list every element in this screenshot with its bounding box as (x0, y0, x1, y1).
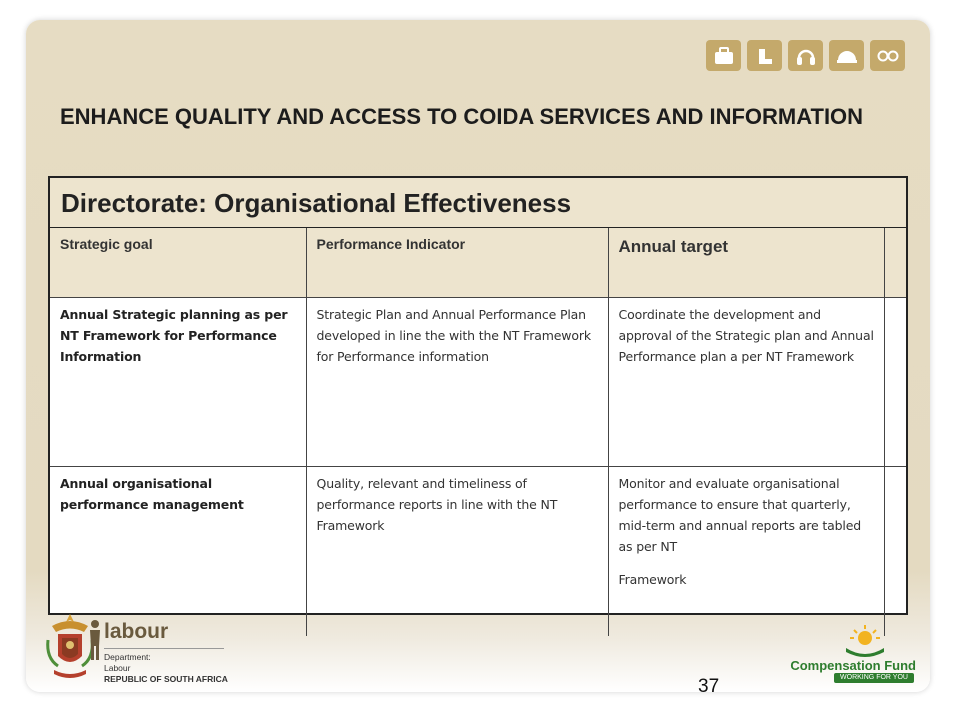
performance-indicator-cell: Strategic Plan and Annual Performance Plan developed in line the with the NT Framework for Performance information (306, 298, 608, 467)
directorate-panel (48, 176, 908, 615)
annual-target-continuation: Framework (618, 572, 687, 587)
department-of-labour-logo (42, 612, 228, 687)
briefcase-icon (706, 40, 741, 71)
table-row (50, 298, 906, 467)
fund-name: Compensation Fund (790, 658, 916, 673)
safety-icon-strip (706, 40, 905, 71)
hard-hat-icon (747, 40, 782, 71)
column-header-performance-indicator: Performance Indicator (306, 228, 608, 298)
table-header-row (50, 228, 906, 298)
page-number: 37 (698, 676, 720, 697)
annual-target-cell (608, 467, 884, 637)
empty-cell (884, 298, 906, 467)
directorate-heading: Directorate: Organisational Effectiveness (50, 178, 906, 228)
department-label: Department: (104, 652, 151, 662)
ear-protector-icon (788, 40, 823, 71)
annual-target-text: Coordinate the development and approval of the Strategic plan and Annual Performance plan a per NT Framework (618, 307, 874, 364)
column-header-annual-target: Annual target (608, 228, 884, 298)
strategic-goal-cell: Annual Strategic planning as per NT Framework for Performance Information (50, 298, 306, 467)
logo-divider (104, 648, 224, 649)
strategic-goal-cell: Annual organisational performance management (50, 467, 306, 637)
safety-glasses-icon (870, 40, 905, 71)
column-header-strategic-goal: Strategic goal (50, 228, 306, 298)
slide-title: ENHANCE QUALITY AND ACCESS TO COIDA SERVICES AND INFORMATION (60, 104, 864, 129)
fund-tagline: WORKING FOR YOU (834, 673, 914, 683)
table-row (50, 467, 906, 637)
annual-target-cell (608, 298, 884, 467)
worker-figure-icon (86, 618, 104, 662)
department-name (104, 652, 228, 685)
goals-table (50, 228, 906, 636)
empty-cell (884, 467, 906, 637)
country-label: REPUBLIC OF SOUTH AFRICA (104, 674, 228, 684)
empty-header-cell (884, 228, 906, 298)
compensation-fund-logo (782, 624, 916, 683)
performance-indicator-cell: Quality, relevant and timeliness of performance reports in line with the NT Framework (306, 467, 608, 637)
labour-wordmark: labour (104, 620, 169, 643)
department-labour-label: Labour (104, 663, 131, 673)
sun-hands-icon (842, 624, 888, 658)
annual-target-text: Monitor and evaluate organisational performance to ensure that quarterly, mid-term and annual reports are tabled as per NT (618, 476, 862, 554)
helmet-icon (829, 40, 864, 71)
